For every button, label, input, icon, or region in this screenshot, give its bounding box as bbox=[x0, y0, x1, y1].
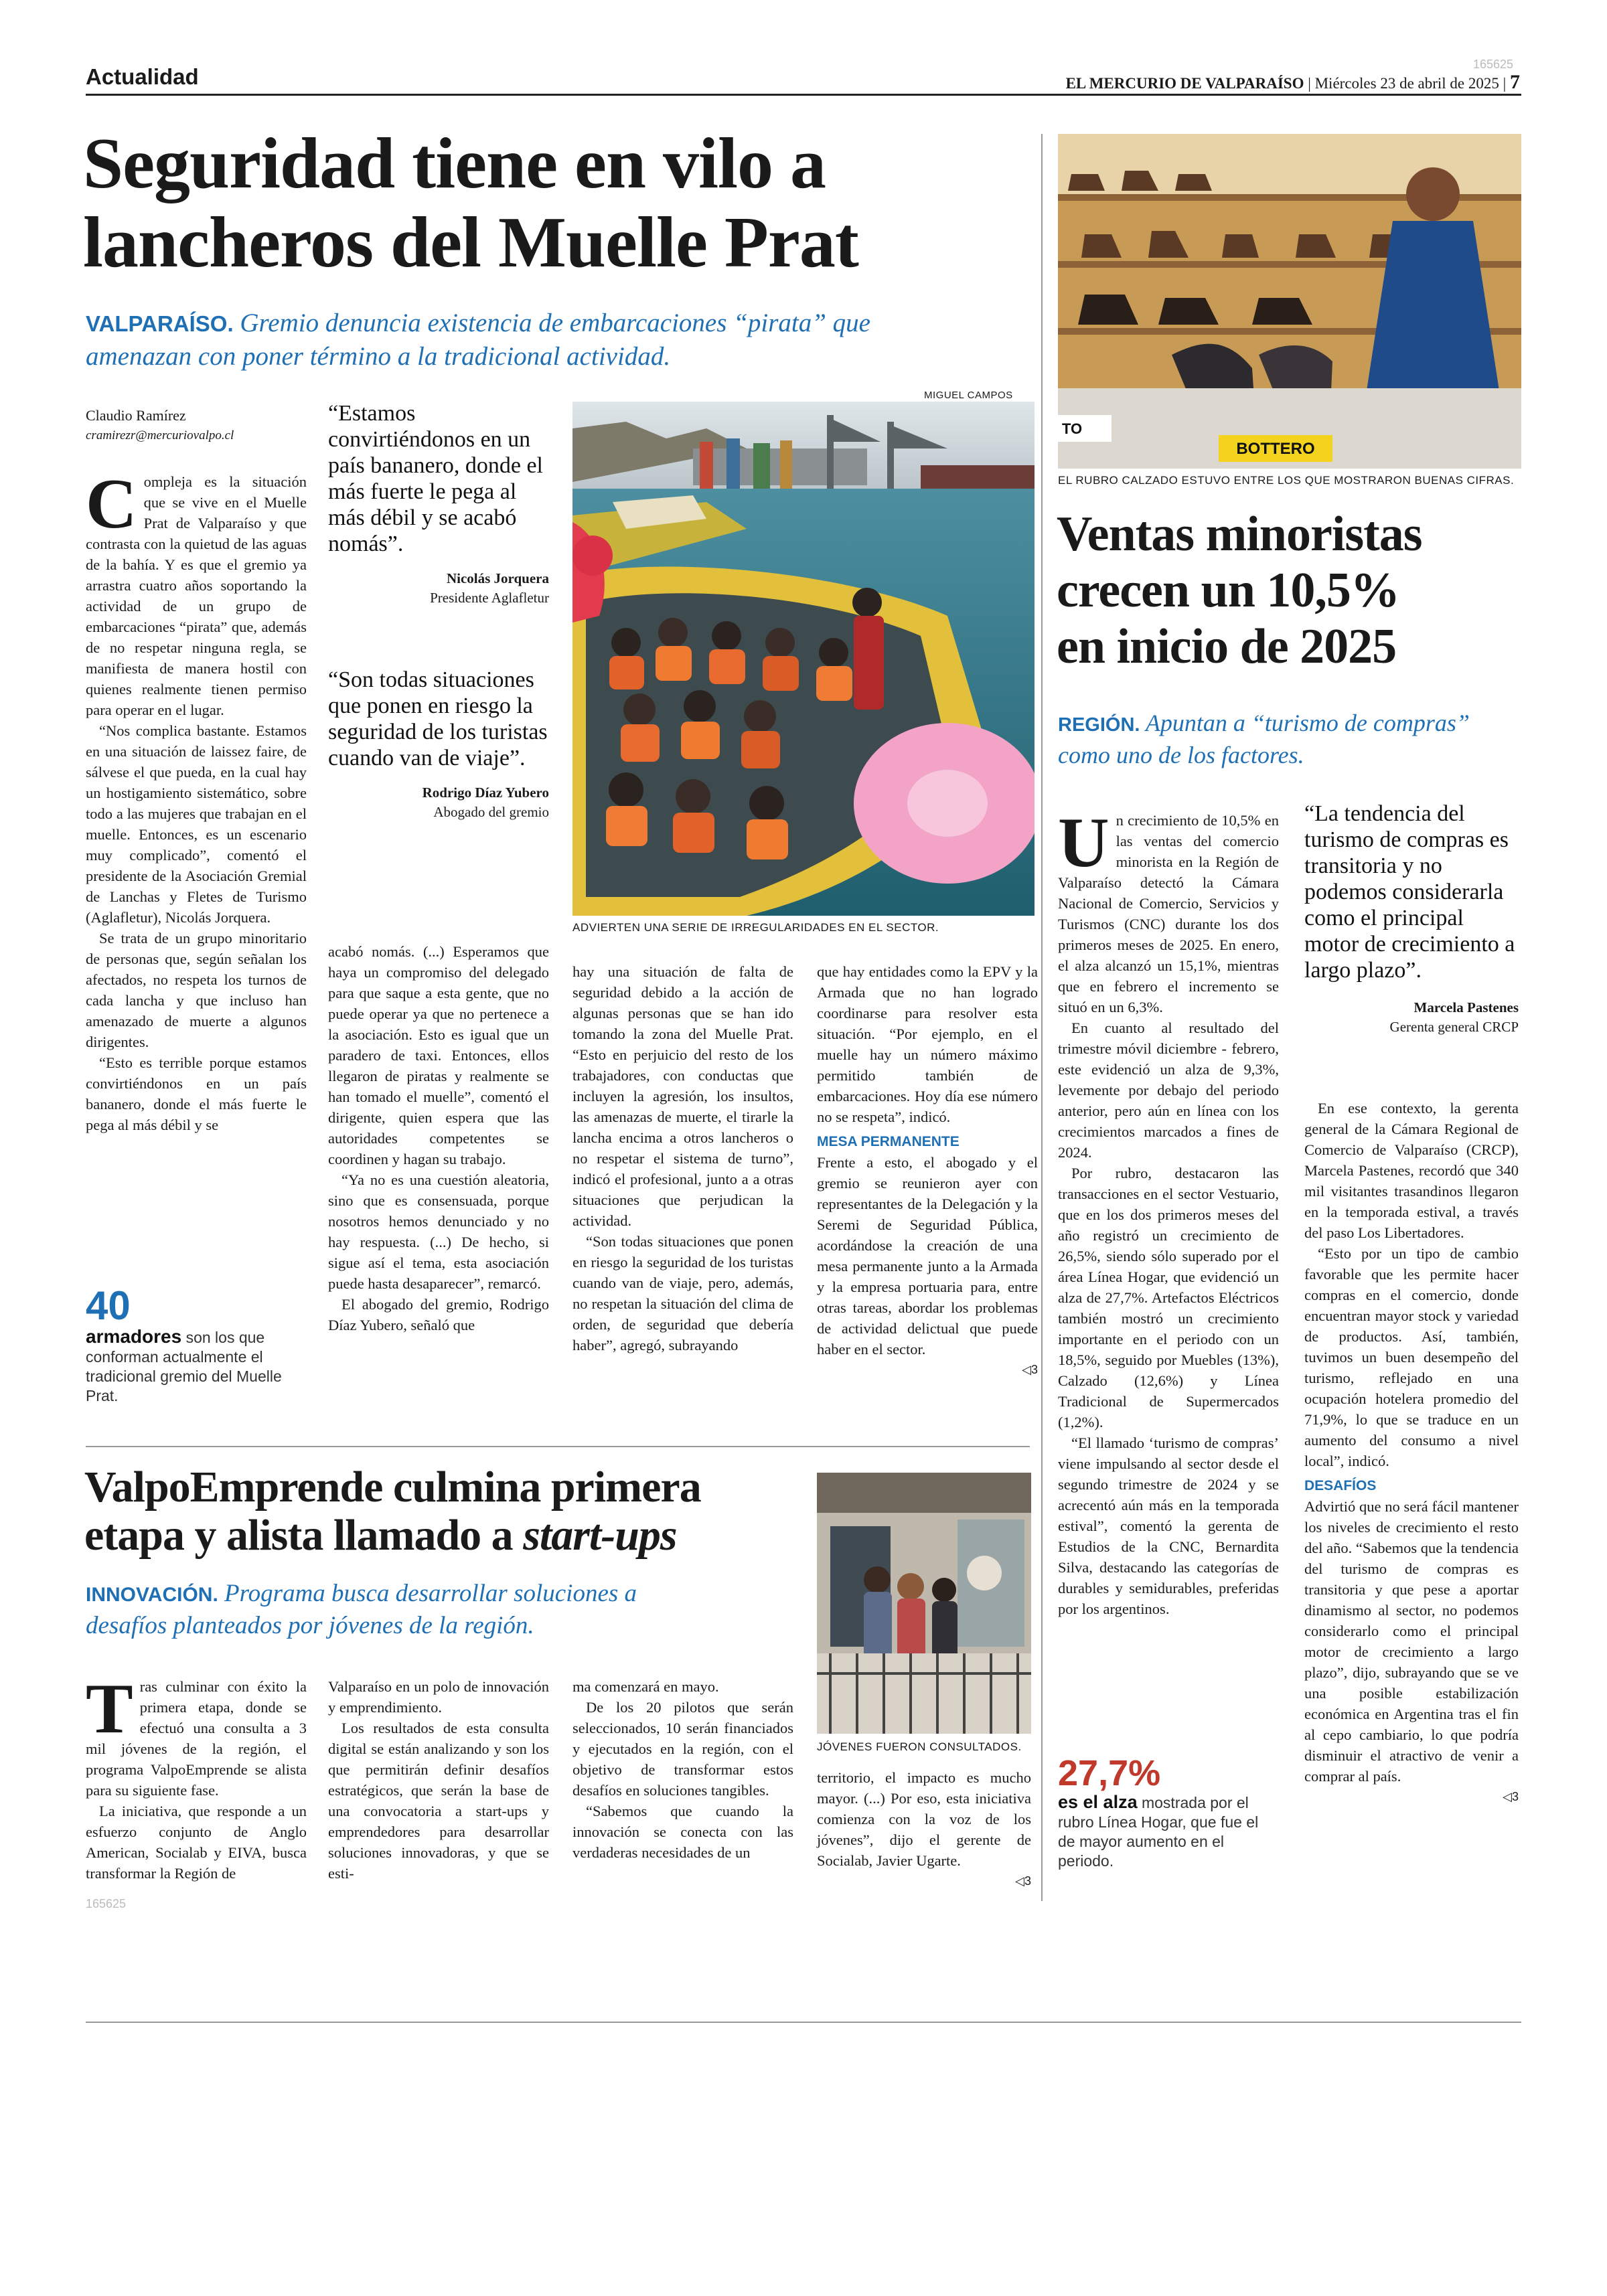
subhead: MESA PERMANENTE bbox=[817, 1134, 960, 1149]
shoe-store-illustration bbox=[1058, 134, 1521, 469]
end-mark: ◁3 bbox=[1015, 1874, 1031, 1888]
paragraph: La iniciativa, que responde a un esfuerzo conjunto de Anglo American, Socialab y EIVA, busca transformar la Región de bbox=[86, 1803, 307, 1882]
headline-line: en inicio de 2025 bbox=[1057, 619, 1397, 674]
paragraph: “El llamado ‘turismo de compras’ viene impulsando al sector desde el segundo trimestre de 2024 y se acrecentó aún más en la temporada estival”, comentó la gerenta de Estudios de la CNC, Bernardita Silva, destacando las categorías de durables y semidurables, preferidas por los argentinos. bbox=[1058, 1434, 1279, 1617]
quote-text: “La tendencia del turismo de compras es transitoria y no podemos considerarla como el principal motor de crecimiento a largo plazo”. bbox=[1304, 801, 1515, 983]
drop-cap: U bbox=[1058, 803, 1109, 882]
drop-cap: C bbox=[86, 465, 137, 543]
stat-text: mostrada por el rubro Línea Hogar, que fue el de mayor aumento en el periodo. bbox=[1058, 1794, 1259, 1870]
headline-line: crecen un 10,5% bbox=[1057, 563, 1399, 618]
quote-name: Marcela Pastenes bbox=[1413, 999, 1519, 1015]
paragraph: Por rubro, destacaron las transacciones en el sector Vestuario, que en los dos primeros meses del año registró un crecimiento de 26,5%, siendo sólo superado por el área Línea Hogar, que evidenció un alza de 27,7%. Artefactos Eléctricos también mostró un crecimiento importante en el periodo con un 18,5%, seguido por Muebles (13%), Calzado (12,6%) y Línea Tradicional de Supermercados (1,2%). bbox=[1058, 1165, 1279, 1430]
stat-bold: es el alza bbox=[1058, 1792, 1138, 1812]
deck-text: Apuntan a “turismo de compras” bbox=[1145, 710, 1470, 736]
quote-role: Gerenta general CRCP bbox=[1389, 1019, 1519, 1035]
headline-line: lancheros del Muelle Prat bbox=[83, 203, 858, 282]
paragraph: n crecimiento de 10,5% en las ventas del comercio minorista en la Región de Valparaíso detectó la Cámara Nacional de Comercio, Servicios y Turismos (CNC) durante los dos primeros meses de 2025. En enero, el alza alcanzó un 15,1%, mientras que en febrero el incremento se situó en un 6,3%. bbox=[1058, 812, 1279, 1015]
paragraph: ompleja es la situación que se vive en el Muelle Prat de Valparaíso y que contrasta con la quietud de las aguas de la bahía. Y es que el gremio ya arrastra cuatro años soportando la actividad de un grupo de embarcaciones “pirata” que, además de no respetar ninguna regla, se manifiesta de manera hostil con quienes realmente tienen permiso para operar en el lugar. bbox=[86, 473, 307, 718]
quote-role: Abogado del gremio bbox=[433, 804, 549, 820]
end-mark: ◁3 bbox=[1022, 1363, 1038, 1376]
article-separator bbox=[86, 1446, 1030, 1447]
paragraph: “Nos complica bastante. Estamos en una situación de laissez faire, de sálvese el que pueda, en la cual hay un hostigamiento sistemático, sobre todo a las mujeres que trabajan en el muelle. Entonces, es un escenario muy complicado”, comentó el presidente de la Asociación Gremial de Lanchas y Fletes de Turismo (Aglafletur), Nicolás Jorquera. bbox=[86, 722, 307, 926]
youth-illustration bbox=[817, 1473, 1031, 1734]
svg-text:TO: TO bbox=[1062, 420, 1083, 437]
boat-illustration bbox=[572, 402, 1035, 916]
article2-headline bbox=[1057, 506, 1525, 675]
header-rule bbox=[86, 94, 1521, 96]
headline-line: Ventas minoristas bbox=[1057, 507, 1422, 562]
stat-bold: armadores bbox=[86, 1326, 182, 1347]
author-email[interactable]: cramirezr@mercuriovalpo.cl bbox=[86, 428, 234, 442]
separator: | bbox=[1503, 75, 1510, 92]
article3-col3 bbox=[572, 1676, 793, 1863]
paragraph: territorio, el impacto es mucho mayor. (...) Por eso, esta iniciativa comienza con la voz de los jóvenes”, dijo el gerente de Socialab, Javier Ugarte. bbox=[817, 1769, 1031, 1869]
headline-italic: start-ups bbox=[523, 1511, 677, 1560]
kicker: VALPARAÍSO. bbox=[86, 311, 234, 336]
paragraph: Frente a esto, el abogado y el gremio se reunieron ayer con representantes de la Delegación y la Seremi de Seguridad Pública, acordándose la creación de una mesa permanente junto a la Armada y la empresa portuaria para, entre otras tareas, abordar los problemas de actividad delictual que puede haber en el sector. bbox=[817, 1154, 1038, 1358]
article3-col4 bbox=[817, 1767, 1031, 1892]
article1-col3 bbox=[572, 961, 793, 1356]
byline bbox=[86, 407, 234, 443]
photo-caption: JÓVENES FUERON CONSULTADOS. bbox=[817, 1740, 1022, 1753]
section-label: Actualidad bbox=[86, 64, 199, 89]
footer-rule bbox=[86, 2022, 1521, 2023]
article1-deck bbox=[86, 307, 1023, 373]
quote-role: Presidente Aglafletur bbox=[430, 590, 549, 606]
author: Claudio Ramírez bbox=[86, 407, 186, 424]
paragraph: Se trata de un grupo minoritario de personas que, según señalan los afectados, no respeta los turnos de cada lancha y que incluso han amenazado de muerte a algunos dirigentes. bbox=[86, 930, 307, 1050]
shoe-store-photo bbox=[1058, 134, 1521, 469]
page-id-code: 165625 bbox=[1473, 58, 1514, 71]
article-id-code: 165625 bbox=[86, 1897, 127, 1910]
paragraph: Los resultados de esta consulta digital se están analizando y son los que permitirán definir desafíos estratégicos, que serán la base de una convocatoria a start-ups y emprendedores para desarrollar soluciones innovadoras, y que se esti- bbox=[328, 1720, 549, 1882]
paragraph: que hay entidades como la EPV y la Armada que no han logrado coordinarse para resolver esta situación. “Por ejemplo, en el muelle hay un número máximo permitido también de embarcaciones. Hoy día ese número no se respeta”, indicó. bbox=[817, 963, 1038, 1125]
paragraph: “Esto por un tipo de cambio favorable que les permite hacer compras en el comercio, donde encuentran mayor stock y variedad de productos. Así, también, tuvimos un buen desempeño del turismo, reflejado en una ocupación hotelera promedio del 71,9%, lo que se traduce en un aumento del consumo a nivel local”, indicó. bbox=[1304, 1245, 1519, 1469]
stat-box bbox=[1058, 1754, 1279, 1871]
quote-name: Nicolás Jorquera bbox=[446, 570, 549, 586]
store-sign: BOTTERO bbox=[1236, 440, 1315, 458]
quote-text: “Estamos convirtiéndonos en un país bananero, donde el más fuerte le pega al más débil y se acabó nomás”. bbox=[328, 401, 543, 556]
headline-line: ValpoEmprende culmina primera bbox=[84, 1463, 701, 1511]
headline-line: etapa y alista llamado a bbox=[84, 1511, 524, 1560]
kicker: INNOVACIÓN. bbox=[86, 1584, 218, 1606]
paragraph: “Sabemos que cuando la innovación se conecta con las verdaderas necesidades de un bbox=[572, 1803, 793, 1861]
deck-text: como uno de los factores. bbox=[1058, 742, 1304, 768]
deck-text: amenazan con poner término a la tradicional actividad. bbox=[86, 342, 671, 371]
paragraph: “Son todas situaciones que ponen en riesgo la seguridad de los turistas cuando van de viaje, pero, además, no respetan la situación del clima de orden, de seguridad que debería haber”, agregó, subrayando bbox=[572, 1233, 793, 1354]
article2-col1 bbox=[1058, 803, 1279, 1619]
paper-name: EL MERCURIO DE VALPARAÍSO bbox=[1065, 75, 1304, 92]
paragraph: “Ya no es una cuestión aleatoria, sino que es consensuada, porque nosotros hemos denunciado y no hay respuesta. (...) De hecho, si sigue así el tema, esta asociación puede hasta desaparecer”, remarcó. bbox=[328, 1171, 549, 1292]
page-number: 7 bbox=[1510, 71, 1520, 93]
paragraph: El abogado del gremio, Rodrigo Díaz Yubero, señaló que bbox=[328, 1296, 549, 1333]
masthead-info bbox=[1058, 71, 1520, 94]
deck-text: desafíos planteados por jóvenes de la región. bbox=[86, 1612, 534, 1639]
paragraph: “Esto es terrible porque estamos convirtiéndonos en un país bananero, donde el más fuerte le pega al más débil y se bbox=[86, 1054, 307, 1133]
photo-credit: MIGUEL CAMPOS bbox=[924, 390, 1013, 401]
quote-text: “Son todas situaciones que ponen en riesgo la seguridad de los turistas cuando van de viaje”. bbox=[328, 667, 548, 770]
drop-cap: T bbox=[86, 1669, 133, 1748]
article1-headline bbox=[83, 125, 1020, 282]
article3-headline bbox=[84, 1463, 794, 1560]
article3-col1 bbox=[86, 1669, 307, 1884]
paragraph: hay una situación de falta de seguridad debido a la acción de algunas personas que se han ido tomando la zona del Muelle Prat. “Esto en perjuicio del resto de los trabajadores, con conductas que incluyen la agresión, los insultos, las amenazas de muerte, el tirarle la lancha encima a otros lancheros o no respetar el sistema de turno”, indicó el profesional, junto a a otras situaciones que perjudican la actividad. bbox=[572, 963, 793, 1229]
column-divider bbox=[1041, 134, 1043, 1901]
paragraph: De los 20 pilotos que serán seleccionados, 10 serán financiados y ejecutados en la región, con el objetivo de transformar estos desafíos en soluciones tangibles. bbox=[572, 1699, 793, 1799]
stat-text: son los que conforman actualmente el tradicional gremio del Muelle Prat. bbox=[86, 1329, 282, 1404]
subhead: DESAFÍOS bbox=[1304, 1478, 1377, 1493]
quote-name: Rodrigo Díaz Yubero bbox=[422, 785, 549, 801]
paragraph: Valparaíso en un polo de innovación y emprendimiento. bbox=[328, 1678, 549, 1716]
photo-caption: ADVIERTEN UNA SERIE DE IRREGULARIDADES EN EL SECTOR. bbox=[572, 921, 939, 934]
end-mark: ◁3 bbox=[1503, 1790, 1519, 1803]
article1-col1 bbox=[86, 465, 307, 1135]
paragraph: ras culminar con éxito la primera etapa, donde se efectuó una consulta a 3 mil jóvenes de la región, el programa ValpoEmprende se alista para su siguiente fase. bbox=[86, 1678, 307, 1799]
article3-col2 bbox=[328, 1676, 549, 1884]
deck-text: Programa busca desarrollar soluciones a bbox=[224, 1580, 637, 1607]
article2-col2 bbox=[1304, 1098, 1519, 1807]
article1-col4 bbox=[817, 961, 1038, 1380]
paragraph: ma comenzará en mayo. bbox=[572, 1678, 719, 1695]
boat-tourists-photo bbox=[572, 402, 1035, 916]
article2-deck bbox=[1058, 708, 1527, 770]
paragraph: En ese contexto, la gerenta general de la Cámara Regional de Comercio de Valparaíso (CRCP), Marcela Pastenes, recordó que 340 mil visitantes trasandinos llegaron en la temporada estival, a través del paso Los Libertadores. bbox=[1304, 1100, 1519, 1241]
kicker: REGIÓN. bbox=[1058, 714, 1140, 736]
paragraph: Advirtió que no será fácil mantener los niveles de crecimiento el resto del año. “Sabemos que la tendencia del turismo de compras es transitoria y que pese a aportar dinamismo al sector, no podemos considerarlo como el principal motor de crecimiento a largo plazo”, dijo, subrayando que se ve una posible estabilización económica en Argentina tras el fin al cepo cambiario, lo que podría disminuir el atractivo de venir a comprar al país. bbox=[1304, 1498, 1519, 1785]
pull-quote bbox=[1304, 801, 1519, 1036]
deck-text: Gremio denuncia existencia de embarcaciones “pirata” que bbox=[240, 309, 870, 337]
pull-quote-1 bbox=[328, 400, 549, 606]
stat-number: 40 bbox=[86, 1283, 131, 1328]
article1-col2 bbox=[328, 941, 549, 1335]
issue-date: Miércoles 23 de abril de 2025 bbox=[1314, 75, 1499, 92]
stat-box bbox=[86, 1285, 300, 1406]
paragraph: acabó nomás. (...) Esperamos que haya un compromiso del delegado para que saque a esta gente, que no puede operar ya que no pertenece a la asociación. Esto es igual que un paradero de taxi. Entonces, ellos llegaron de piratas y realmente se han tomado el muelle”, comentó el dirigente, quien espera que las autoridades competentes se coordinen y hagan su trabajo. bbox=[328, 943, 549, 1167]
paragraph: En cuanto al resultado del trimestre móvil diciembre - febrero, este evidenció un alza de 9,3%, levemente por debajo del periodo anterior, pero aún en línea con los crecimientos marcados a fines de 2024. bbox=[1058, 1019, 1279, 1161]
photo-caption: EL RUBRO CALZADO ESTUVO ENTRE LOS QUE MOSTRARON BUENAS CIFRAS. bbox=[1058, 474, 1515, 487]
stat-number: 27,7% bbox=[1058, 1753, 1161, 1793]
separator: | bbox=[1308, 75, 1315, 92]
youth-consultation-photo bbox=[817, 1473, 1031, 1734]
article3-deck bbox=[86, 1578, 795, 1641]
headline-line: Seguridad tiene en vilo a bbox=[83, 124, 826, 203]
pull-quote-2 bbox=[328, 667, 549, 821]
